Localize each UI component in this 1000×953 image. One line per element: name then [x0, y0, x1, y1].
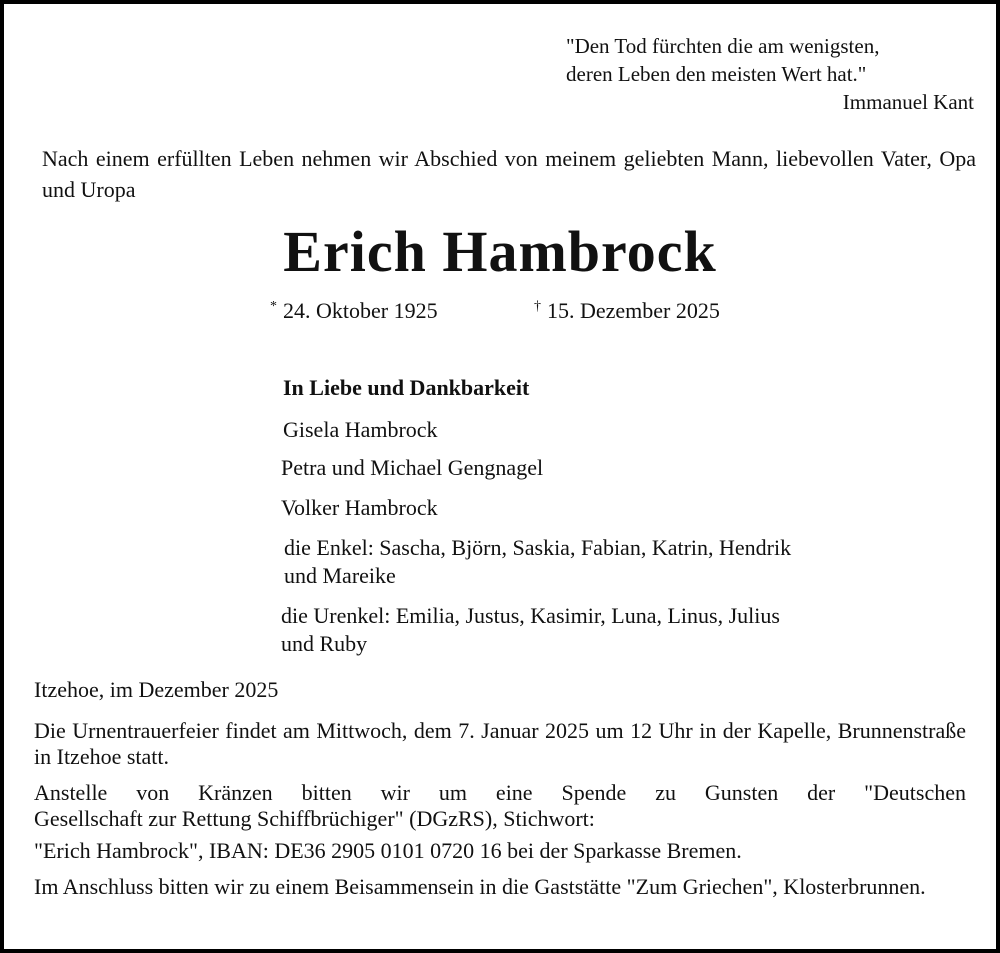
family-heading: In Liebe und Dankbarkeit [283, 375, 530, 400]
ceremony-text: Die Urnentrauerfeier findet am Mittwoch, dem 7. Januar 2025 um 12 Uhr in der Kapelle, Brunnenstraße in Itzehoe statt. [34, 718, 966, 769]
grandchildren-line-2: und Mareike [284, 563, 396, 588]
donation-line-3: "Erich Hambrock", IBAN: DE36 2905 0101 0720 16 bei der Sparkasse Bremen. [34, 838, 742, 863]
deceased-name: Erich Hambrock [283, 219, 717, 284]
donation-line-1: Anstelle von Kränzen bitten wir um eine Spende zu Gunsten der "Deutschen [34, 780, 966, 805]
family-member: Gisela Hambrock [283, 417, 438, 442]
death-date: 15. Dezember 2025 [547, 298, 720, 323]
birth-date-line [270, 298, 438, 324]
quote-line-2: deren Leben den meisten Wert hat." [566, 62, 867, 86]
quote-line-1: "Den Tod fürchten die am wenigsten, [566, 34, 880, 58]
gathering-text: Im Anschluss bitten wir zu einem Beisammensein in die Gaststätte "Zum Griechen", Klosterbrunnen. [34, 874, 926, 899]
place-date: Itzehoe, im Dezember 2025 [34, 677, 279, 702]
grandchildren-line-1: die Enkel: Sascha, Björn, Saskia, Fabian, Katrin, Hendrik [284, 535, 792, 560]
donation-line-2: Gesellschaft zur Rettung Schiffbrüchiger" (DGzRS), Stichwort: [34, 806, 595, 831]
great-grandchildren-line-1: die Urenkel: Emilia, Justus, Kasimir, Luna, Linus, Julius [281, 603, 780, 628]
family-member: Petra und Michael Gengnagel [281, 455, 544, 480]
intro-text: Nach einem erfüllten Leben nehmen wir Abschied von meinem geliebten Mann, liebevollen Vater, Opa und Uropa [42, 146, 976, 202]
great-grandchildren-line-2: und Ruby [281, 631, 368, 656]
family-member: Volker Hambrock [281, 495, 438, 520]
birth-symbol: * [270, 299, 277, 314]
death-symbol: † [534, 299, 541, 314]
birth-date: 24. Oktober 1925 [283, 298, 438, 323]
death-date-line [534, 298, 720, 324]
quote-author: Immanuel Kant [842, 90, 974, 114]
